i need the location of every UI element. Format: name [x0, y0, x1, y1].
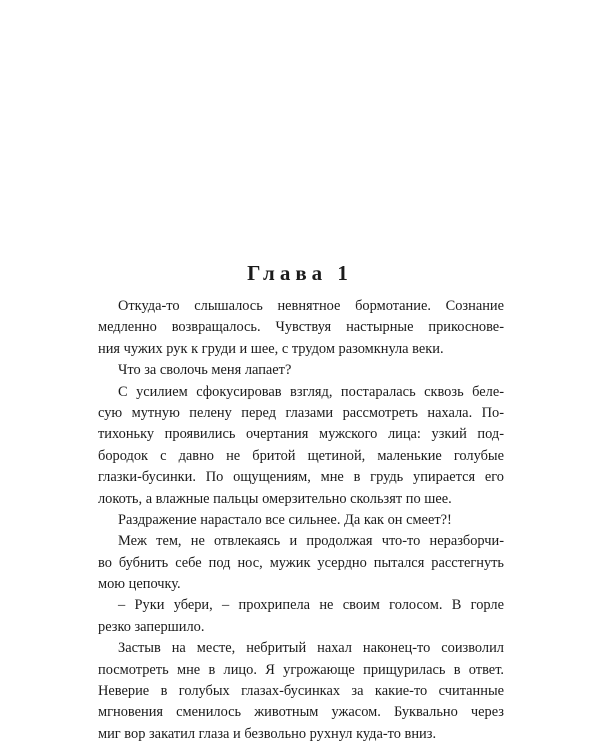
chapter-title: Глава 1: [247, 261, 353, 285]
text-line: ния чужих рук к груди и шее, с трудом разомкнула веки.: [98, 340, 444, 357]
chapter-text: [98, 296, 504, 745]
text-line: бородок с давно не бритой щетиной, маленькие голубые: [98, 447, 504, 464]
text-line: Что за сволочь меня лапает?: [118, 362, 292, 379]
text-line: посмотреть мне в лицо. Я угрожающе прищурилась в ответ.: [98, 661, 504, 678]
text-line: глазки-бусинки. По ощущениям, мне в грудь упирается его: [98, 469, 504, 486]
text-line: тихоньку проявились очертания мужского лица: узкий под-: [98, 426, 504, 443]
text-line: мгновения сменилось животным ужасом. Буквально через: [98, 704, 504, 721]
text-line: С усилием сфокусировав взгляд, постаралась сквозь беле-: [118, 383, 504, 400]
text-line: Откуда-то слышалось невнятное бормотание. Сознание: [118, 298, 504, 314]
text-line: мою цепочку.: [98, 576, 181, 593]
text-line: во бубнить себе под нос, мужик усердно пытался расстегнуть: [98, 554, 504, 571]
text-line: сую мутную пелену перед глазами рассмотреть нахала. По-: [98, 404, 504, 421]
text-line: Меж тем, не отвлекаясь и продолжая что-то неразборчи-: [118, 533, 504, 550]
text-line: Раздражение нарастало все сильнее. Да как он смеет?!: [118, 511, 452, 528]
text-line: – Руки убери, – прохрипела не своим голосом. В горле: [118, 597, 504, 614]
text-line: резко запершило.: [98, 618, 205, 635]
text-line: Застыв на месте, небритый нахал наконец-то соизволил: [118, 640, 504, 657]
text-line: локоть, а влажные пальцы омерзительно скользят по шее.: [98, 490, 452, 507]
text-line: Неверие в голубых глазах-бусинках за какие-то считанные: [98, 683, 504, 700]
text-line: медленно возвращалось. Чувствуя настырные прикоснове-: [98, 319, 504, 336]
text-line: миг вор закатил глаза и безвольно рухнул куда-то вниз.: [98, 725, 437, 742]
